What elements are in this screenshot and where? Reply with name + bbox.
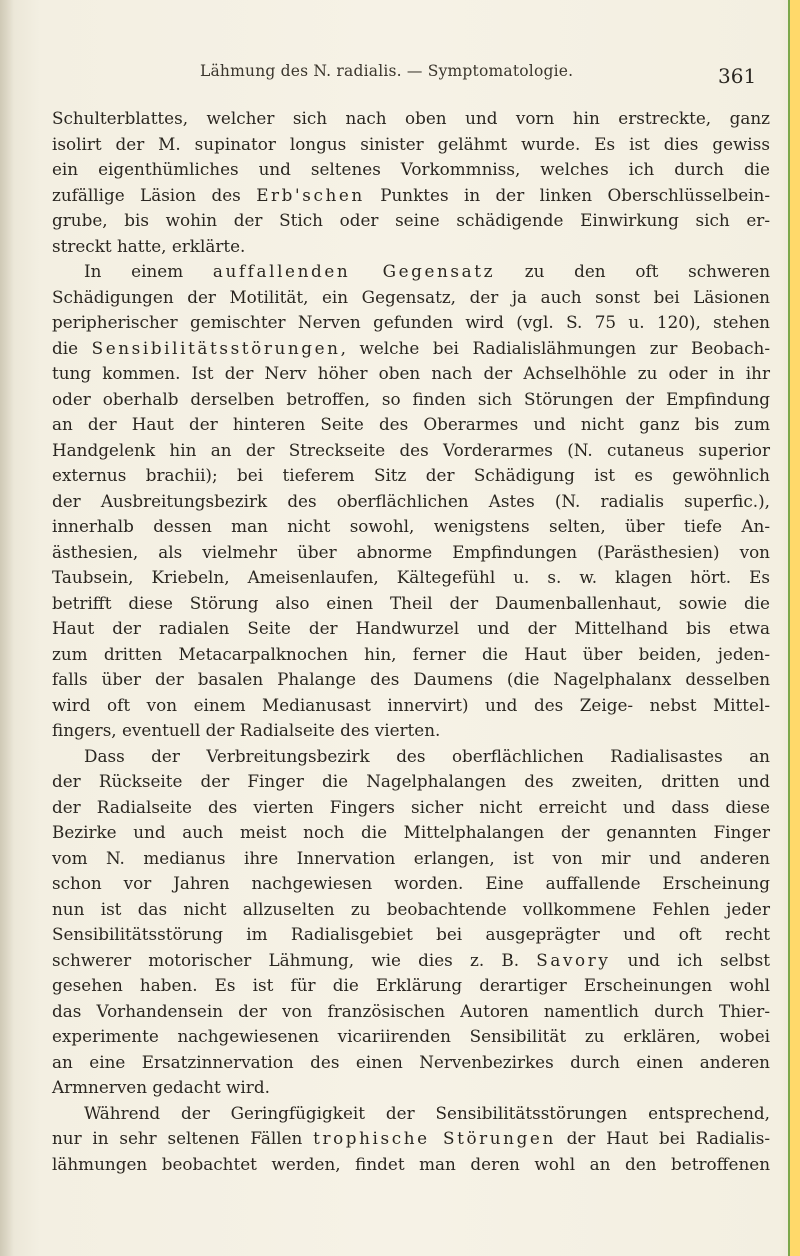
text-line bbox=[52, 259, 770, 285]
text-line: vom N. medianus ihre Innervation erlangen, ist von mir und anderen bbox=[52, 847, 770, 868]
emphasized-text: trophische Störungen bbox=[313, 1128, 556, 1148]
text-line: Während der Geringfügigkeit der Sensibilitätsstörungen entsprechend, bbox=[84, 1102, 770, 1123]
text-line: wird oft von einem Medianusast innervirt) und des Zeige- nebst Mittel- bbox=[52, 694, 770, 715]
text-line: Handgelenk hin an der Streckseite des Vorderarmes (N. cutaneus superior bbox=[52, 439, 770, 460]
text-line bbox=[52, 336, 770, 362]
text-run: der Haut bei Radialis- bbox=[555, 1128, 770, 1148]
running-head: Lähmung des N. radialis. — Symptomatologie. bbox=[200, 62, 574, 80]
text-line: Schädigungen der Motilität, ein Gegensatz, der ja auch sonst bei Läsionen bbox=[52, 286, 770, 307]
text-line: an der Haut der hinteren Seite des Oberarmes und nicht ganz bis zum bbox=[52, 414, 770, 434]
text-line: das Vorhandensein der von französischen Autoren namentlich durch Thier- bbox=[52, 1000, 770, 1021]
text-line: Bezirke und auch meist noch die Mittelphalangen der genannten Finger bbox=[52, 822, 770, 842]
text-line: externus brachii); bei tieferem Sitz der Schädigung ist es gewöhnlich bbox=[52, 465, 770, 485]
text-line: grube, bis wohin der Stich oder seine schädigende Einwirkung sich er- bbox=[52, 210, 770, 230]
text-line: falls über der basalen Phalange des Daumens (die Nagelphalanx desselben bbox=[52, 669, 770, 689]
text-run: Punktes in der linken Oberschlüsselbein- bbox=[364, 184, 771, 205]
text-line: Sensibilitätsstörung im Radialisgebiet bei ausgeprägter und oft recht bbox=[52, 924, 770, 944]
text-run: und ich selbst bbox=[610, 949, 770, 970]
text-line: Taubsein, Kriebeln, Ameisenlaufen, Kältegefühl u. s. w. klagen hört. Es bbox=[52, 567, 770, 587]
text-line bbox=[52, 948, 770, 974]
text-line: Armnerven gedacht wird. bbox=[52, 1077, 270, 1097]
text-line: der Ausbreitungsbezirk des oberflächlichen Astes (N. radialis superfic.), bbox=[52, 490, 770, 511]
text-line: innerhalb dessen man nicht sowohl, wenigstens selten, über tiefe An- bbox=[52, 516, 770, 536]
text-line: betrifft diese Störung also einen Theil der Daumenballenhaut, sowie die bbox=[52, 592, 770, 613]
text-run: zu den oft schweren bbox=[495, 261, 771, 281]
text-line: experimente nachgewiesenen vicariirenden Sensibilität zu erklären, wobei bbox=[52, 1026, 770, 1046]
text-run: , welche bei Radialislähmungen zur Beobach- bbox=[340, 337, 770, 358]
emphasized-text: Sensibilitätsstörungen bbox=[91, 337, 341, 358]
text-line: tung kommen. Ist der Nerv höher oben nach der Achselhöhle zu oder in ihr bbox=[52, 363, 770, 383]
emphasized-text: Savory bbox=[536, 949, 611, 970]
text-line: Dass der Verbreitungsbezirk des oberflächlichen Radialisastes an bbox=[84, 745, 770, 766]
text-run: In einem bbox=[84, 261, 213, 281]
text-run: nur in sehr seltenen Fällen bbox=[52, 1128, 314, 1148]
text-run: zufällige Läsion des bbox=[52, 184, 257, 205]
text-line: ästhesien, als vielmehr über abnorme Empfindungen (Parästhesien) von bbox=[52, 541, 770, 562]
page-number: 361 bbox=[718, 64, 757, 88]
text-line bbox=[52, 1126, 770, 1152]
text-line: peripherischer gemischter Nerven gefunden wird (vgl. S. 75 u. 120), stehen bbox=[52, 312, 770, 332]
text-line: der Rückseite der Finger die Nagelphalangen des zweiten, dritten und bbox=[52, 771, 770, 791]
page-edge-strip bbox=[788, 0, 800, 1256]
text-line: fingers, eventuell der Radialseite des vierten. bbox=[52, 720, 441, 740]
text-line: oder oberhalb derselben betroffen, so finden sich Störungen der Empfindung bbox=[52, 388, 770, 409]
text-line: der Radialseite des vierten Fingers sicher nicht erreicht und dass diese bbox=[52, 796, 770, 817]
text-line: nun ist das nicht allzuselten zu beobachtende vollkommene Fehlen jeder bbox=[52, 898, 770, 919]
body-text bbox=[52, 106, 770, 1177]
text-run: die bbox=[52, 337, 92, 358]
emphasized-text: auffallenden Gegensatz bbox=[212, 261, 496, 281]
text-line: Haut der radialen Seite der Handwurzel und der Mittelhand bis etwa bbox=[52, 618, 770, 638]
text-line: schon vor Jahren nachgewiesen worden. Eine auffallende Erscheinung bbox=[52, 873, 770, 893]
text-line bbox=[52, 183, 770, 209]
emphasized-text: Erb'schen bbox=[256, 184, 365, 205]
text-line: Schulterblattes, welcher sich nach oben und vorn hin erstreckte, ganz bbox=[52, 108, 770, 128]
text-line: gesehen haben. Es ist für die Erklärung derartiger Erscheinungen wohl bbox=[52, 975, 770, 995]
text-line: lähmungen beobachtet werden, findet man deren wohl an den betroffenen bbox=[52, 1153, 770, 1174]
text-line: an eine Ersatzinnervation des einen Nervenbezirkes durch einen anderen bbox=[52, 1051, 770, 1072]
text-line: ein eigenthümliches und seltenes Vorkommniss, welches ich durch die bbox=[52, 159, 770, 179]
book-spine-shadow bbox=[0, 0, 14, 1256]
text-run: schwerer motorischer Lähmung, wie dies z. B. bbox=[52, 949, 537, 970]
text-line: zum dritten Metacarpalknochen hin, ferner die Haut über beiden, jeden- bbox=[52, 643, 770, 664]
text-line: isolirt der M. supinator longus sinister gelähmt wurde. Es ist dies gewiss bbox=[52, 133, 770, 154]
text-line: streckt hatte, erklärte. bbox=[52, 235, 246, 256]
